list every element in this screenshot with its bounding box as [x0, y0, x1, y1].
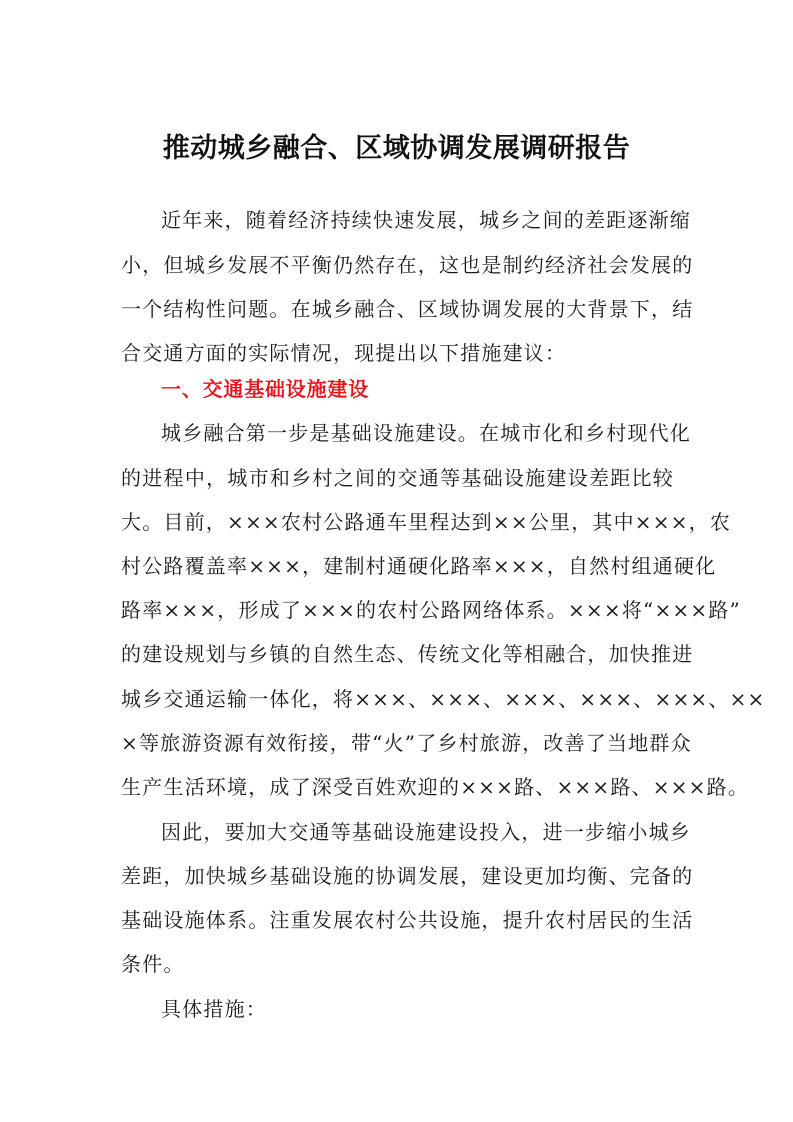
para1-line-7: 城乡交通运输一体化，将×××、×××、×××、×××、×××、××	[121, 687, 766, 711]
para1-line-9: 生产生活环境，成了深受百姓欢迎的×××路、×××路、×××路。	[121, 775, 750, 799]
para1-line-5: 路率×××，形成了×××的农村公路网络体系。×××将“×××路”	[121, 598, 741, 622]
para1-line-2: 的进程中，城市和乡村之间的交通等基础设施建设差距比较	[121, 466, 674, 490]
measures-label: 具体措施：	[161, 997, 267, 1021]
section-heading-1: 一、交通基础设施建设	[161, 377, 369, 401]
para2-line-2: 差距，加快城乡基础设施的协调发展，建设更加均衡、完备的	[121, 864, 694, 888]
intro-line-1: 近年来，随着经济持续快速发展，城乡之间的差距逐渐缩	[161, 208, 691, 232]
intro-line-4: 合交通方面的实际情况，现提出以下措施建议：	[121, 341, 567, 365]
document-title: 推动城乡融合、区域协调发展调研报告	[162, 133, 631, 164]
para1-line-8: ×等旅游资源有效衔接，带“火”了乡村旅游，改善了当地群众	[121, 731, 692, 755]
para1-line-6: 的建设规划与乡镇的自然生态、传统文化等相融合，加快推进	[121, 642, 694, 666]
intro-line-2: 小，但城乡发展不平衡仍然存在，这也是制约经济社会发展的	[121, 253, 694, 277]
para1-line-3: 大。目前，×××农村公路通车里程达到××公里，其中×××，农	[121, 510, 732, 534]
intro-line-3: 一个结构性问题。在城乡融合、区域协调发展的大背景下，结	[121, 297, 694, 321]
para1-line-4: 村公路覆盖率×××，建制村通硬化路率×××，自然村组通硬化	[121, 554, 717, 578]
para2-line-3: 基础设施体系。注重发展农村公共设施，提升农村居民的生活	[121, 908, 694, 932]
para2-line-1: 因此，要加大交通等基础设施建设投入，进一步缩小城乡	[161, 820, 691, 844]
para2-line-4: 条件。	[121, 952, 185, 976]
para1-line-1: 城乡融合第一步是基础设施建设。在城市化和乡村现代化	[161, 421, 691, 445]
